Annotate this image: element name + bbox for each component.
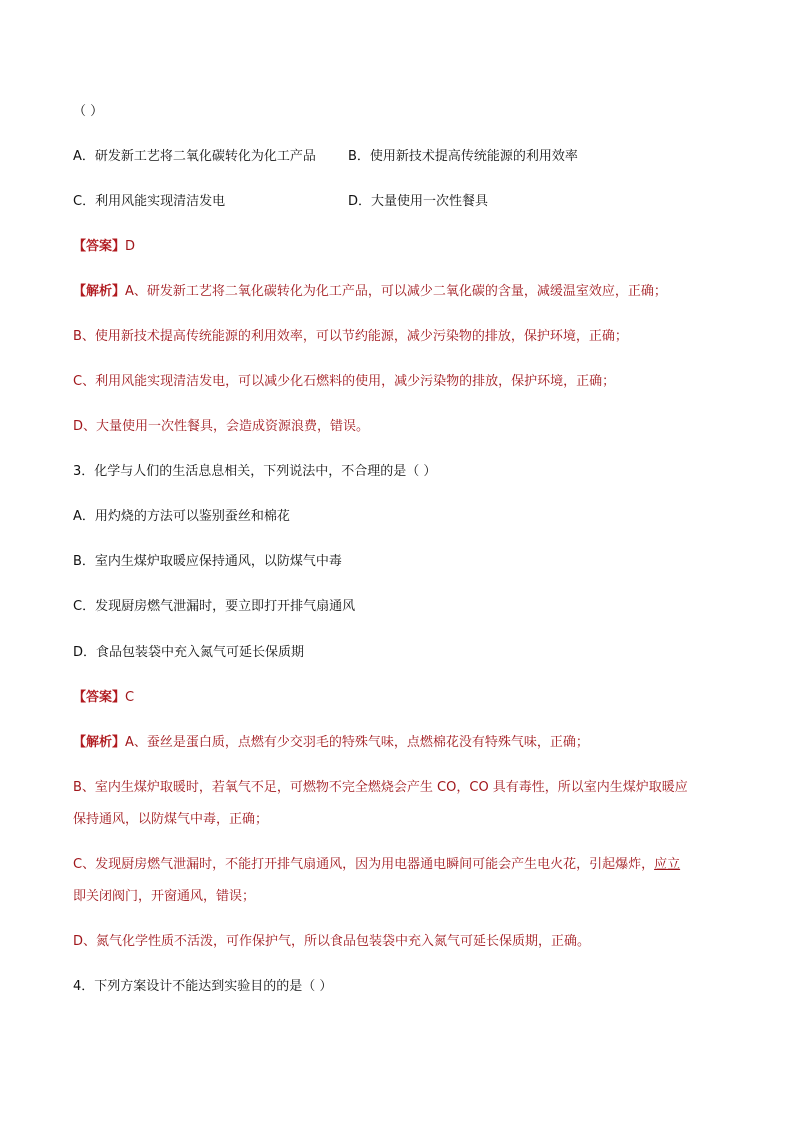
q3-analysis-b-line2: 保持通风，以防煤气中毒，正确； — [73, 812, 269, 827]
q3-analysis-c-line1 — [73, 856, 680, 874]
q4-stem: 4．下列方案设计不能达到实验目的的是（ ） — [73, 979, 333, 994]
q3-option-a: A．用灼烧的方法可以鉴别蚕丝和棉花 — [73, 509, 290, 524]
q3-option-d: D．食品包装袋中充入氮气可延长保质期 — [73, 645, 305, 660]
q2-options-row-1 — [73, 148, 733, 166]
q2-analysis-tag: 【解析】 — [73, 284, 126, 299]
q2-analysis-b: B、使用新技术提高传统能源的利用效率，可以节约能源，减少污染物的排放，保护环境，正确； — [73, 329, 628, 344]
q2-options-row-2 — [73, 193, 733, 211]
q2-option-d: D．大量使用一次性餐具 — [348, 194, 489, 209]
q2-option-c: C．利用风能实现清洁发电 — [73, 194, 226, 209]
q2-answer-value: D — [125, 239, 136, 254]
q2-analysis-a-text: A、研发新工艺将二氧化碳转化为化工产品，可以减少二氧化碳的含量，减缓温室效应，正确； — [125, 284, 667, 299]
q2-analysis-c: C、利用风能实现清洁发电，可以减少化石燃料的使用，减少污染物的排放，保护环境，正确； — [73, 374, 616, 389]
q3-answer — [73, 689, 134, 707]
q2-answer-tag: 【答案】 — [73, 239, 126, 254]
q3-answer-value: C — [125, 690, 135, 705]
q3-option-c: C．发现厨房燃气泄漏时，要立即打开排气扇通风 — [73, 599, 356, 614]
q2-stem-paren: （ ） — [73, 104, 104, 119]
q3-analysis-c-underlined: 应立 — [654, 857, 681, 872]
q3-analysis-b-line1: B、室内生煤炉取暖时，若氧气不足，可燃物不完全燃烧会产生 CO，CO 具有毒性，所以室内生煤炉取暖应 — [73, 780, 688, 795]
q2-analysis-a — [73, 283, 667, 301]
q3-analysis-c-text: C、发现厨房燃气泄漏时，不能打开排气扇通风，因为用电器通电瞬间可能会产生电火花，引起爆炸， — [73, 857, 655, 872]
q3-stem: 3．化学与人们的生活息息相关，下列说法中，不合理的是（ ） — [73, 464, 437, 479]
q2-analysis-d: D、大量使用一次性餐具，会造成资源浪费，错误。 — [73, 419, 370, 434]
q2-option-a: A．研发新工艺将二氧化碳转化为化工产品 — [73, 149, 316, 164]
q2-option-b: B．使用新技术提高传统能源的利用效率 — [348, 149, 578, 164]
q3-analysis-a-text: A、蚕丝是蛋白质，点燃有少交羽毛的特殊气味，点燃棉花没有特殊气味，正确； — [125, 735, 589, 750]
q3-analysis-c-line2: 即关闭阀门，开窗通风，错误； — [73, 889, 256, 904]
q3-analysis-d: D、氮气化学性质不活泼，可作保护气，所以食品包装袋中充入氮气可延长保质期，正确。 — [73, 934, 591, 949]
q3-analysis-a — [73, 734, 589, 752]
q2-answer — [73, 238, 135, 256]
q3-answer-tag: 【答案】 — [73, 690, 126, 705]
q3-analysis-tag: 【解析】 — [73, 735, 126, 750]
q3-option-b: B．室内生煤炉取暖应保持通风，以防煤气中毒 — [73, 554, 342, 569]
